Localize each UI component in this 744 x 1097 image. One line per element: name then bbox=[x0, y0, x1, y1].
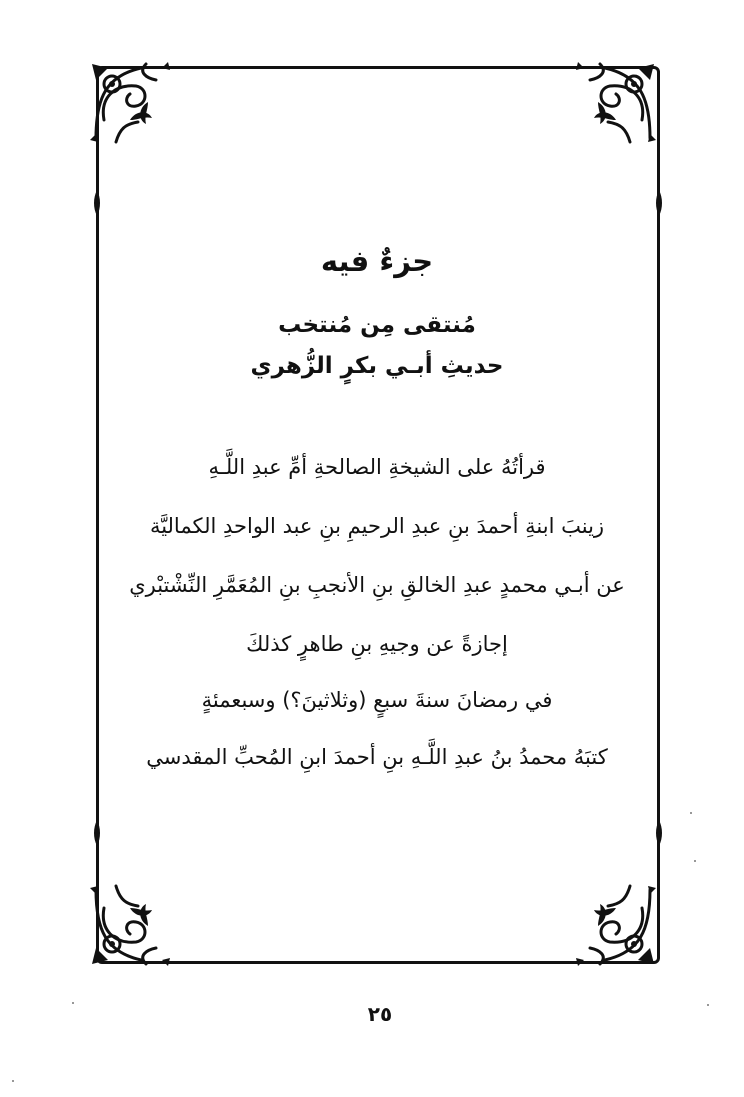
page-number: ٢٥ bbox=[367, 1002, 393, 1026]
arabesque-corner-icon bbox=[86, 880, 176, 970]
body-line: زينبَ ابنةِ أحمدَ بنِ عبدِ الرحيمِ بنِ عبد الواحدِ الكماليَّة bbox=[149, 514, 605, 538]
subtitle-line-1: مُنتقى مِن مُنتخب bbox=[278, 312, 476, 338]
page-title: جزءٌ فيه bbox=[320, 244, 434, 278]
body-line: إجازةً عن وجيهِ بنِ طاهرٍ كذلكَ bbox=[246, 632, 508, 656]
frame-side-ornament-icon bbox=[92, 190, 102, 216]
scan-speck bbox=[707, 1004, 709, 1006]
scan-speck bbox=[12, 1080, 14, 1082]
scan-speck bbox=[72, 1002, 74, 1004]
frame-side-ornament-icon bbox=[654, 820, 664, 846]
arabesque-corner-icon bbox=[570, 880, 660, 970]
arabesque-corner-icon bbox=[86, 58, 176, 148]
scan-speck bbox=[690, 812, 692, 814]
body-line: عن أبـي محمدٍ عبدِ الخالقِ بنِ الأنجبِ بنِ المُعَمَّرِ النِّشْتبْري bbox=[129, 573, 625, 597]
body-line: كتبَهُ محمدُ بنُ عبدِ اللَّـهِ بنِ أحمدَ ابنِ المُحبِّ المقدسي bbox=[146, 745, 608, 769]
arabesque-corner-icon bbox=[570, 58, 660, 148]
subtitle-line-2: حديثِ أبـي بكرٍ الزُّهري bbox=[250, 353, 504, 379]
frame-side-ornament-icon bbox=[92, 820, 102, 846]
scan-speck bbox=[694, 860, 696, 862]
body-line: قرأتُهُ على الشيخةِ الصالحةِ أمِّ عبدِ اللَّـهِ bbox=[208, 455, 546, 479]
frame-side-ornament-icon bbox=[654, 190, 664, 216]
body-line: في رمضانَ سنةَ سبعٍ (وثلاثينَ؟) وسبعمئةٍ bbox=[201, 688, 553, 712]
